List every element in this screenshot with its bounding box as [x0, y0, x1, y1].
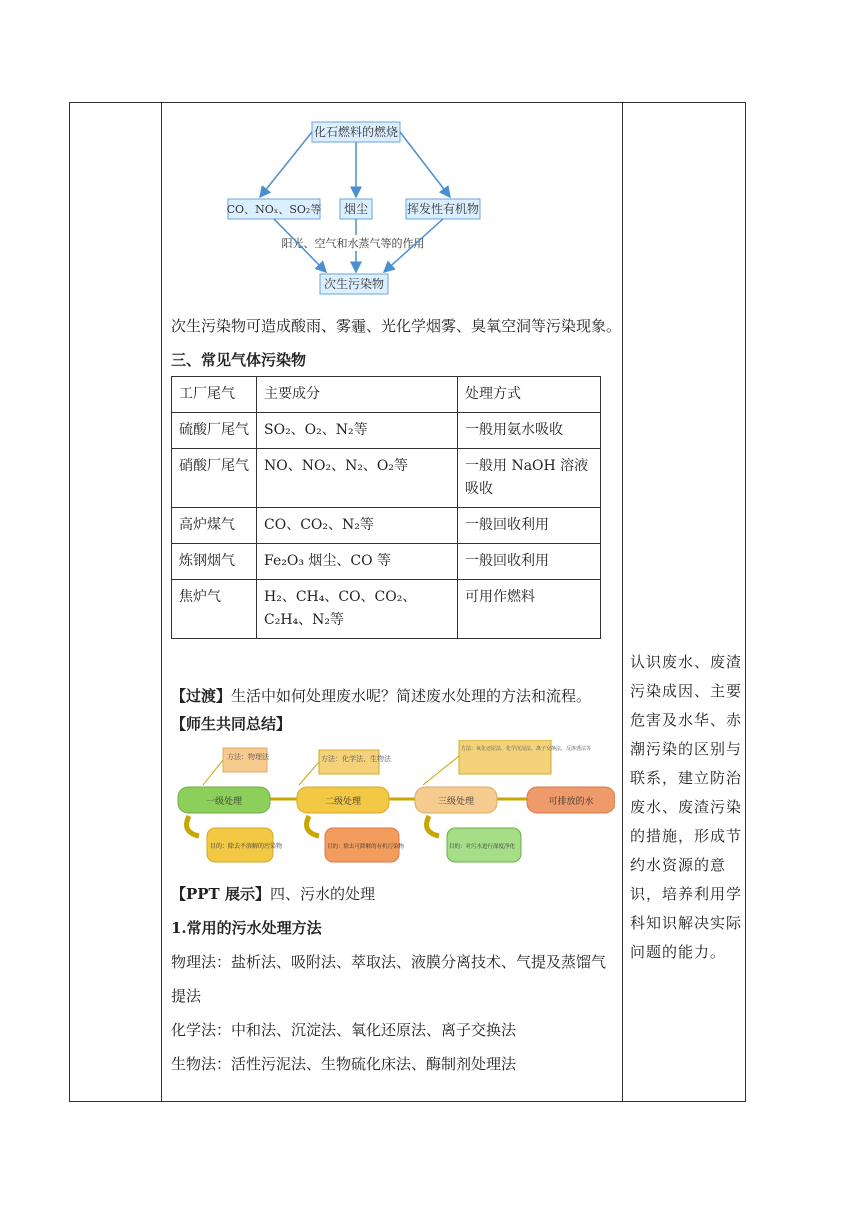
header-cell: 工厂尾气 — [172, 377, 257, 413]
stage-3-label: 三级处理 — [437, 796, 475, 806]
stage-output-label: 可排放的水 — [548, 796, 594, 806]
chemical-method: 化学法：中和法、沉淀法、氧化还原法、离子交换法 — [171, 1021, 517, 1039]
physical-method-line-2: 提法 — [171, 987, 202, 1005]
transition-line — [171, 685, 591, 707]
row-composition: SO₂、O₂、N₂等 — [257, 413, 458, 449]
goal-3-label: 目的：对污水进行深度净化 — [449, 844, 516, 850]
row-method: 一般用 NaOH 溶液吸收 — [458, 449, 601, 508]
row-name: 炼钢烟气 — [172, 544, 257, 580]
ppt-text: 四、污水的处理 — [269, 885, 375, 903]
method-2-label: 方法：化学法、生物法 — [321, 756, 391, 763]
row-composition: H₂、CH₄、CO、CO₂、C₂H₄、N₂等 — [257, 580, 458, 639]
ppt-tag: 【PPT 展示】 — [171, 885, 270, 903]
design-intent-note: 认识废水、废渣污染成因、主要危害及水华、赤潮污染的区别与联系，建立防治废水、废渣污染的措施，形成节约水资源的意识，培养利用学科知识解决实际问题的能力。 — [630, 653, 743, 961]
result-label: 次生污染物 — [323, 277, 385, 291]
biological-method: 生物法：活性污泥法、生物硫化床法、酶制剂处理法 — [171, 1055, 517, 1073]
source-label: 化石燃料的燃烧 — [313, 125, 399, 139]
ppt-line — [171, 883, 375, 905]
row-composition: NO、NO₂、N₂、O₂等 — [257, 449, 458, 508]
section-3-title: 三、常见气体污染物 — [171, 351, 307, 369]
goal-2-label: 目的：除去可降解的有机污染物 — [327, 844, 405, 850]
subsection-1-title: 1.常用的污水处理方法 — [171, 919, 322, 937]
method-3-label: 方法：氧化还原法、化学沉淀法、离子交换法、反渗透法等 — [461, 746, 592, 752]
method-1-label: 方法：物理法 — [227, 754, 269, 761]
secondary-pollutant-text: 次生污染物可造成酸雨、雾霾、光化学烟雾、臭氧空洞等污染现象。 — [171, 317, 622, 335]
condition-label: 阳光、空气和水蒸气等的作用 — [281, 237, 425, 250]
row-composition: CO、CO₂、N₂等 — [257, 508, 458, 544]
row-composition: Fe₂O₃ 烟尘、CO 等 — [257, 544, 458, 580]
physical-method-line-1: 物理法：盐析法、吸附法、萃取法、液膜分离技术、气提及蒸馏气 — [171, 953, 607, 971]
column-divider — [161, 103, 162, 1101]
table-row — [172, 413, 601, 449]
row-method: 一般回收利用 — [458, 508, 601, 544]
table-row — [172, 580, 601, 639]
transition-tag: 【过渡】 — [171, 687, 232, 705]
water-treatment-flow — [175, 740, 615, 874]
transition-text: 生活中如何处理废水呢？简述废水处理的方法和流程。 — [231, 687, 592, 705]
row-name: 高炉煤气 — [172, 508, 257, 544]
stage-1-label: 一级处理 — [205, 796, 243, 806]
row-name: 硫酸厂尾气 — [172, 413, 257, 449]
table-header-row — [172, 377, 601, 413]
lesson-table-frame — [69, 102, 746, 1102]
row-method: 可用作燃料 — [458, 580, 601, 639]
header-cell: 主要成分 — [257, 377, 458, 413]
summary-tag: 【师生共同总结】 — [171, 715, 292, 733]
left-label: CO、NOₓ、SO₂等 — [226, 203, 322, 216]
middle-label: 烟尘 — [343, 202, 369, 216]
fossil-fuel-diagram — [220, 117, 490, 299]
table-row — [172, 449, 601, 508]
gas-pollutant-table — [171, 376, 601, 639]
table-row — [172, 508, 601, 544]
column-divider — [622, 103, 623, 1101]
header-cell: 处理方式 — [458, 377, 601, 413]
stage-2-label: 二级处理 — [324, 796, 362, 806]
row-method: 一般用氨水吸收 — [458, 413, 601, 449]
table-row — [172, 544, 601, 580]
right-label: 挥发性有机物 — [406, 202, 480, 216]
goal-1-label: 目的：除去不溶解的污染物 — [210, 844, 283, 850]
row-name: 硝酸厂尾气 — [172, 449, 257, 508]
row-method: 一般回收利用 — [458, 544, 601, 580]
row-name: 焦炉气 — [172, 580, 257, 639]
